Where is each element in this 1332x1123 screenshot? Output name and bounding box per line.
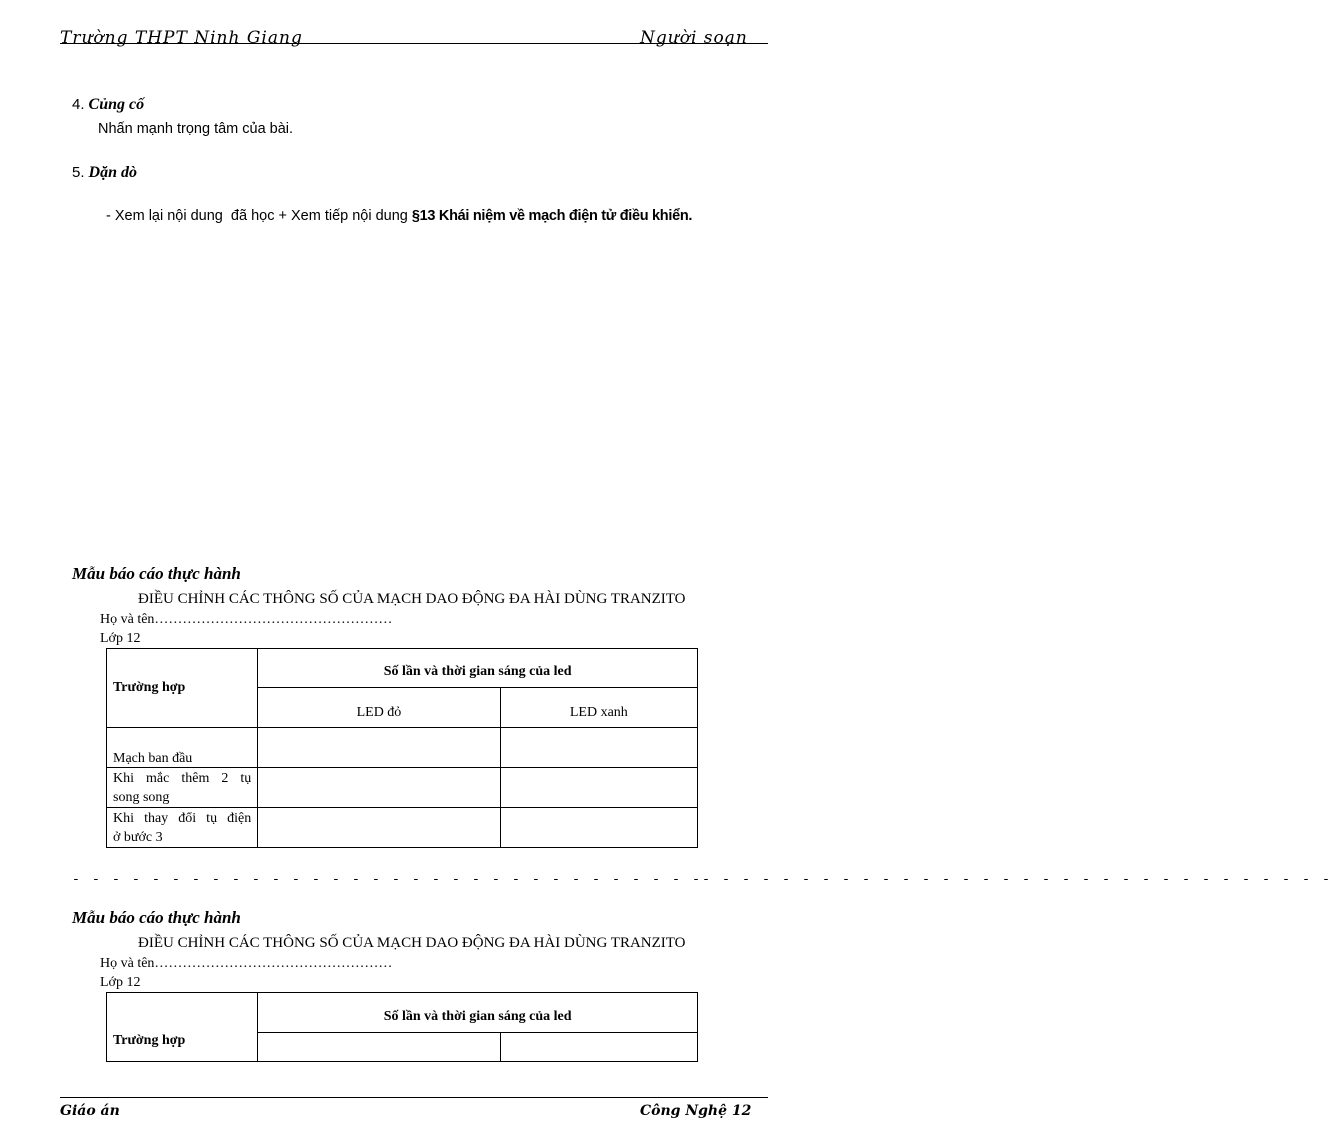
report-2-col-group-label: Số lần và thời gian sáng của led [383,1008,572,1024]
report-2-title: Mẫu báo cáo thực hành [72,908,241,927]
report-1-row-2-case [107,768,258,808]
report-1-col-red-label: LED đỏ [356,704,402,720]
report-1-title: Mẫu báo cáo thực hành [72,564,241,583]
table-row [107,768,698,808]
report-2-table [106,992,698,1062]
report-1-table [106,648,698,848]
row-case-line: Khi mắc thêm 2 tụ [113,771,252,786]
table-row [107,808,698,848]
report-2-col-case [107,993,258,1062]
row-case-line: song song [113,790,170,805]
report-2-subtitle: ĐIỀU CHỈNH CÁC THÔNG SỐ CỦA MẠCH DAO ĐỘNG ĐA HÀI DÙNG TRANZITO [138,935,686,951]
header-school: Trường THPT Ninh Giang [60,28,303,48]
header-author: Người soạn [640,28,748,48]
report-1-col-red [258,688,500,728]
report-1-col-case-label: Trường hợp [113,680,186,695]
report-1-col-green [500,688,697,728]
section-5-heading [72,164,137,182]
section-4-title: Củng cố [88,96,145,113]
row-case-line: Mạch ban đầu [113,751,193,766]
row-case-line: Khi thay đổi tụ điện [113,811,252,826]
footer-rule [60,1097,768,1098]
report-1-row-2-green[interactable] [500,768,697,808]
report-2-col-green [500,1033,697,1062]
header-rule [60,43,768,44]
section-4-text: Nhấn mạnh trọng tâm của bài. [98,121,294,137]
report-1-row-3-green[interactable] [500,808,697,848]
report-1-col-green-label: LED xanh [569,704,628,720]
report-2-col-group [258,993,698,1033]
row-case-line: ở bước 3 [113,830,163,845]
report-2-name-field: Họ và tên…………………………………………… [100,956,393,971]
report-2-col-red [258,1033,500,1062]
cut-line-separator: - - - - - - - - - - - - - - - - - - - - - - - - - - - - - - - -- - - - - - - - - - - - - - - - - - - - - - - - - - - - - - - - [72,872,1332,887]
report-2-col-case-label: Trường hợp [113,1033,186,1048]
section-5-text-bold: §13 Khái niệm về mạch điện tử điều khiển. [411,208,693,224]
footer-right: Công Nghệ 12 [640,1103,752,1119]
report-1-col-case [107,649,258,728]
table-row [107,728,698,768]
report-2-class-field: Lớp 12 [100,975,141,990]
report-1-row-3-case [107,808,258,848]
report-1-row-3-red[interactable] [258,808,500,848]
report-1-class-field: Lớp 12 [100,631,141,646]
report-1-subtitle: ĐIỀU CHỈNH CÁC THÔNG SỐ CỦA MẠCH DAO ĐỘNG ĐA HÀI DÙNG TRANZITO [138,591,686,607]
section-5-text [98,189,692,225]
report-1-row-1-green[interactable] [500,728,697,768]
report-1-row-1-case [107,728,258,768]
section-5-number: 5. [72,164,85,181]
section-4-heading [72,96,144,114]
report-1-col-group-label: Số lần và thời gian sáng của led [383,664,572,679]
report-1-row-1-red[interactable] [258,728,500,768]
report-1-col-group [258,649,698,688]
report-1-name-field: Họ và tên…………………………………………… [100,612,393,627]
report-1-row-2-red[interactable] [258,768,500,808]
section-4-number: 4. [72,96,85,113]
section-5-text-plain: - Xem lại nội dung đã học + Xem tiếp nội dung [106,208,412,224]
section-5-title: Dặn dò [88,164,137,181]
footer-left: Giáo án [60,1103,120,1119]
